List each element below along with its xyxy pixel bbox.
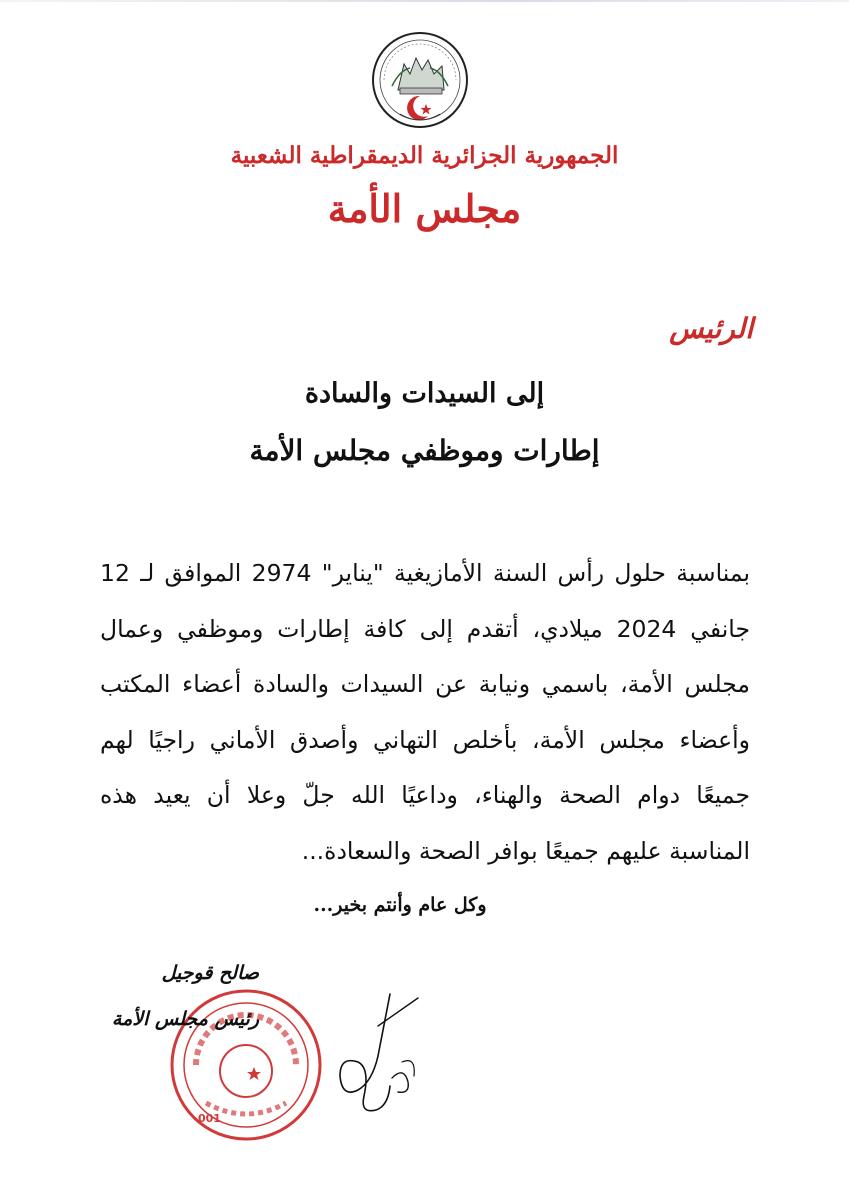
republic-name: الجمهورية الجزائرية الديمقراطية الشعبية <box>230 142 619 169</box>
letter-body: بمناسبة حلول رأس السنة الأمازيغية "يناير" 2974 الموافق لـ 12 جانفي 2024 ميلادي، أتقدم إلى كافة إطارات وموظفي وعمال مجلس الأمة، باسمي ونيابة عن السيدات والسادة أعضاء المكتب وأعضاء مجلس الأمة، بأخلص التهاني وأصدق الأماني راجيًا لهم جميعًا دوام الصحة والهناء، وداعيًا الله جلّ وعلا أن يعيد هذه المناسبة عليهم جميعًا بوافر الصحة والسعادة... <box>100 559 750 865</box>
seal-number: 001 <box>198 1112 221 1125</box>
addressee-line-1: إلى السيدات والسادة <box>304 378 545 409</box>
handwritten-signature-icon <box>318 986 428 1126</box>
signatory-name: صالح قوجيل <box>161 962 259 984</box>
addressee-line-2: إطارات وموظفي مجلس الأمة <box>249 434 600 467</box>
scan-top-edge <box>0 0 849 2</box>
signatory-title: رئيس مجلس الأمة <box>111 1008 259 1030</box>
council-name: مجلس الأمة <box>327 186 522 231</box>
national-emblem-icon <box>370 30 470 130</box>
office-heading: الرئيس <box>669 312 753 345</box>
closing-line: وكل عام وأنتم بخير... <box>313 894 487 916</box>
